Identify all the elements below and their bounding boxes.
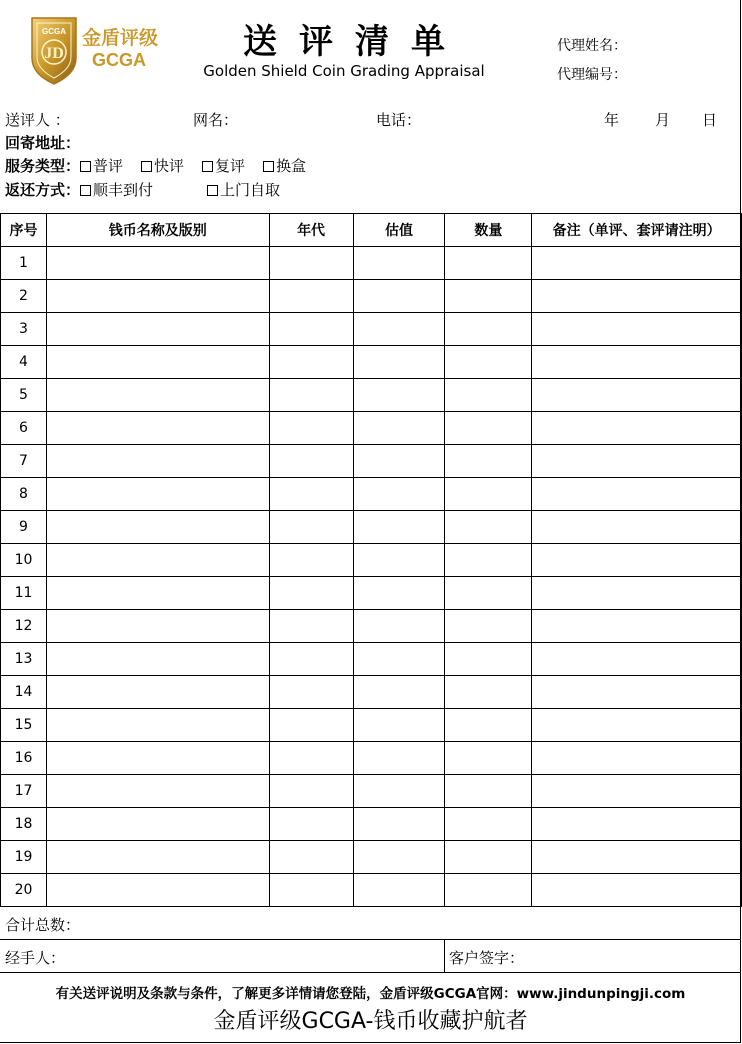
value-cell[interactable] <box>353 313 445 346</box>
row-index: 11 <box>1 577 47 610</box>
remarks-cell[interactable] <box>532 478 742 511</box>
table-row <box>1 445 742 478</box>
address-label: 回寄地址： <box>5 134 81 152</box>
service-option-review[interactable]: 复评 <box>202 157 245 175</box>
year-cell[interactable] <box>269 874 353 907</box>
checkbox[interactable] <box>202 161 213 172</box>
coin-name-cell[interactable] <box>46 247 269 280</box>
remarks-cell[interactable] <box>532 775 742 808</box>
year-cell[interactable] <box>269 610 353 643</box>
table-row <box>1 841 742 874</box>
footer-divider <box>0 972 741 973</box>
sender-label: 送评人 ： <box>5 111 70 129</box>
signature-row <box>0 939 741 973</box>
coin-name-cell[interactable] <box>46 478 269 511</box>
slogan: 金盾评级GCGA-钱币收藏护航者 <box>213 1009 528 1034</box>
row-index: 6 <box>1 412 47 445</box>
quantity-cell[interactable] <box>445 412 532 445</box>
logo-cn-text: 金盾评级 <box>82 27 159 49</box>
row-index: 8 <box>1 478 47 511</box>
service-type-label: 服务类型： <box>5 157 81 175</box>
customer-sign-label: 客户签字： <box>449 949 525 967</box>
table-row <box>1 280 742 313</box>
value-cell[interactable] <box>353 445 445 478</box>
value-cell[interactable] <box>353 643 445 676</box>
value-cell[interactable] <box>353 412 445 445</box>
value-cell[interactable] <box>353 280 445 313</box>
service-option-express[interactable]: 快评 <box>141 157 184 175</box>
table-row <box>1 643 742 676</box>
table-row <box>1 511 742 544</box>
coin-name-cell[interactable] <box>46 379 269 412</box>
coin-name-cell[interactable] <box>46 577 269 610</box>
year-cell[interactable] <box>269 346 353 379</box>
svg-text:GCGA: GCGA <box>42 27 66 36</box>
year-cell[interactable] <box>269 313 353 346</box>
year-cell[interactable] <box>269 379 353 412</box>
row-index: 5 <box>1 379 47 412</box>
agent-id-label: 代理编号： <box>557 67 627 83</box>
remarks-cell[interactable] <box>532 412 742 445</box>
quantity-cell[interactable] <box>445 742 532 775</box>
coin-name-cell[interactable] <box>46 841 269 874</box>
table-row <box>1 478 742 511</box>
checkbox[interactable] <box>263 161 274 172</box>
gcga-logo <box>28 14 168 86</box>
quantity-cell[interactable] <box>445 874 532 907</box>
value-cell[interactable] <box>353 610 445 643</box>
quantity-cell[interactable] <box>445 808 532 841</box>
year-cell[interactable] <box>269 247 353 280</box>
col-header-year: 年代 <box>269 214 353 247</box>
year-cell[interactable] <box>269 412 353 445</box>
col-header-quantity: 数量 <box>445 214 532 247</box>
checkbox[interactable] <box>207 185 218 196</box>
table-row <box>1 610 742 643</box>
quantity-cell[interactable] <box>445 610 532 643</box>
value-cell[interactable] <box>353 775 445 808</box>
quantity-cell[interactable] <box>445 247 532 280</box>
agent-name-label: 代理姓名： <box>557 38 627 54</box>
table-row <box>1 775 742 808</box>
table-row <box>1 412 742 445</box>
coin-name-cell[interactable] <box>46 511 269 544</box>
remarks-cell[interactable] <box>532 544 742 577</box>
row-index: 9 <box>1 511 47 544</box>
row-index: 1 <box>1 247 47 280</box>
return-option-sf-collect[interactable]: 顺丰到付 <box>80 181 153 199</box>
quantity-cell[interactable] <box>445 709 532 742</box>
checkbox[interactable] <box>141 161 152 172</box>
row-index: 13 <box>1 643 47 676</box>
row-index: 18 <box>1 808 47 841</box>
service-option-standard[interactable]: 普评 <box>80 157 123 175</box>
value-cell[interactable] <box>353 577 445 610</box>
table-row <box>1 874 742 907</box>
coin-name-cell[interactable] <box>46 544 269 577</box>
row-index: 2 <box>1 280 47 313</box>
terms-note: 有关送评说明及条款与条件，了解更多详情请您登陆，金盾评级GCGA官网：www.jindunpingji.com <box>55 986 686 1002</box>
service-type-row <box>5 155 324 176</box>
remarks-cell[interactable] <box>532 511 742 544</box>
remarks-cell[interactable] <box>532 643 742 676</box>
quantity-cell[interactable] <box>445 445 532 478</box>
row-index: 12 <box>1 610 47 643</box>
date-year: 年 <box>604 111 620 129</box>
page-title: 送评清单 <box>243 22 467 62</box>
year-cell[interactable] <box>269 478 353 511</box>
coin-name-cell[interactable] <box>46 742 269 775</box>
remarks-cell[interactable] <box>532 709 742 742</box>
date-day: 日 <box>702 111 718 129</box>
quantity-cell[interactable] <box>445 280 532 313</box>
table-row <box>1 676 742 709</box>
total-label: 合计总数： <box>5 916 81 934</box>
table-row <box>1 577 742 610</box>
value-cell[interactable] <box>353 544 445 577</box>
coin-name-cell[interactable] <box>46 775 269 808</box>
submission-table <box>0 213 742 907</box>
value-cell[interactable] <box>353 379 445 412</box>
remarks-cell[interactable] <box>532 445 742 478</box>
quantity-cell[interactable] <box>445 577 532 610</box>
coin-name-cell[interactable] <box>46 643 269 676</box>
table-row <box>1 379 742 412</box>
coin-name-cell[interactable] <box>46 412 269 445</box>
row-index: 4 <box>1 346 47 379</box>
svg-text:JD: JD <box>44 45 64 62</box>
table-row <box>1 247 742 280</box>
handler-label: 经手人： <box>5 949 66 967</box>
table-row <box>1 709 742 742</box>
page-subtitle: Golden Shield Coin Grading Appraisal <box>203 62 485 80</box>
remarks-cell[interactable] <box>532 280 742 313</box>
quantity-cell[interactable] <box>445 676 532 709</box>
coin-name-cell[interactable] <box>46 346 269 379</box>
coin-name-cell[interactable] <box>46 313 269 346</box>
signature-divider <box>444 940 445 973</box>
col-header-coin-name: 钱币名称及版别 <box>46 214 269 247</box>
quantity-cell[interactable] <box>445 775 532 808</box>
year-cell[interactable] <box>269 511 353 544</box>
table-header-row <box>1 214 742 247</box>
remarks-cell[interactable] <box>532 874 742 907</box>
year-cell[interactable] <box>269 577 353 610</box>
row-index: 14 <box>1 676 47 709</box>
quantity-cell[interactable] <box>445 379 532 412</box>
row-index: 17 <box>1 775 47 808</box>
remarks-cell[interactable] <box>532 742 742 775</box>
row-index: 3 <box>1 313 47 346</box>
table-row <box>1 742 742 775</box>
remarks-cell[interactable] <box>532 577 742 610</box>
table-row <box>1 808 742 841</box>
year-cell[interactable] <box>269 544 353 577</box>
row-index: 15 <box>1 709 47 742</box>
quantity-cell[interactable] <box>445 346 532 379</box>
coin-name-cell[interactable] <box>46 808 269 841</box>
col-header-index: 序号 <box>1 214 47 247</box>
year-cell[interactable] <box>269 643 353 676</box>
remarks-cell[interactable] <box>532 313 742 346</box>
coin-name-cell[interactable] <box>46 610 269 643</box>
service-option-rebox[interactable]: 换盒 <box>263 157 306 175</box>
coin-name-cell[interactable] <box>46 874 269 907</box>
quantity-cell[interactable] <box>445 511 532 544</box>
checkbox[interactable] <box>80 161 91 172</box>
remarks-cell[interactable] <box>532 808 742 841</box>
row-index: 19 <box>1 841 47 874</box>
quantity-cell[interactable] <box>445 841 532 874</box>
year-cell[interactable] <box>269 709 353 742</box>
coin-name-cell[interactable] <box>46 445 269 478</box>
value-cell[interactable] <box>353 676 445 709</box>
return-method-label: 返还方式： <box>5 181 81 199</box>
checkbox[interactable] <box>80 185 91 196</box>
value-cell[interactable] <box>353 478 445 511</box>
remarks-cell[interactable] <box>532 610 742 643</box>
nickname-label: 网名： <box>193 111 239 129</box>
return-method-row <box>5 179 298 200</box>
coin-name-cell[interactable] <box>46 709 269 742</box>
row-index: 10 <box>1 544 47 577</box>
year-cell[interactable] <box>269 775 353 808</box>
quantity-cell[interactable] <box>445 313 532 346</box>
col-header-value: 估值 <box>353 214 445 247</box>
value-cell[interactable] <box>353 742 445 775</box>
table-row <box>1 544 742 577</box>
table-body <box>1 247 742 907</box>
quantity-cell[interactable] <box>445 478 532 511</box>
return-option-pickup[interactable]: 上门自取 <box>207 181 280 199</box>
year-cell[interactable] <box>269 742 353 775</box>
remarks-cell[interactable] <box>532 379 742 412</box>
year-cell[interactable] <box>269 676 353 709</box>
value-cell[interactable] <box>353 247 445 280</box>
quantity-cell[interactable] <box>445 643 532 676</box>
total-row <box>0 906 741 940</box>
year-cell[interactable] <box>269 445 353 478</box>
quantity-cell[interactable] <box>445 544 532 577</box>
value-cell[interactable] <box>353 709 445 742</box>
row-index: 7 <box>1 445 47 478</box>
logo-en-text: GCGA <box>92 50 146 70</box>
row-index: 20 <box>1 874 47 907</box>
row-index: 16 <box>1 742 47 775</box>
col-header-remarks: 备注（单评、套评请注明） <box>532 214 742 247</box>
value-cell[interactable] <box>353 841 445 874</box>
phone-label: 电话： <box>376 111 422 129</box>
date-month: 月 <box>655 111 671 129</box>
remarks-cell[interactable] <box>532 346 742 379</box>
table-row <box>1 313 742 346</box>
remarks-cell[interactable] <box>532 247 742 280</box>
value-cell[interactable] <box>353 511 445 544</box>
value-cell[interactable] <box>353 346 445 379</box>
remarks-cell[interactable] <box>532 841 742 874</box>
year-cell[interactable] <box>269 841 353 874</box>
value-cell[interactable] <box>353 808 445 841</box>
year-cell[interactable] <box>269 280 353 313</box>
remarks-cell[interactable] <box>532 676 742 709</box>
year-cell[interactable] <box>269 808 353 841</box>
table-row <box>1 346 742 379</box>
coin-name-cell[interactable] <box>46 676 269 709</box>
coin-name-cell[interactable] <box>46 280 269 313</box>
value-cell[interactable] <box>353 874 445 907</box>
